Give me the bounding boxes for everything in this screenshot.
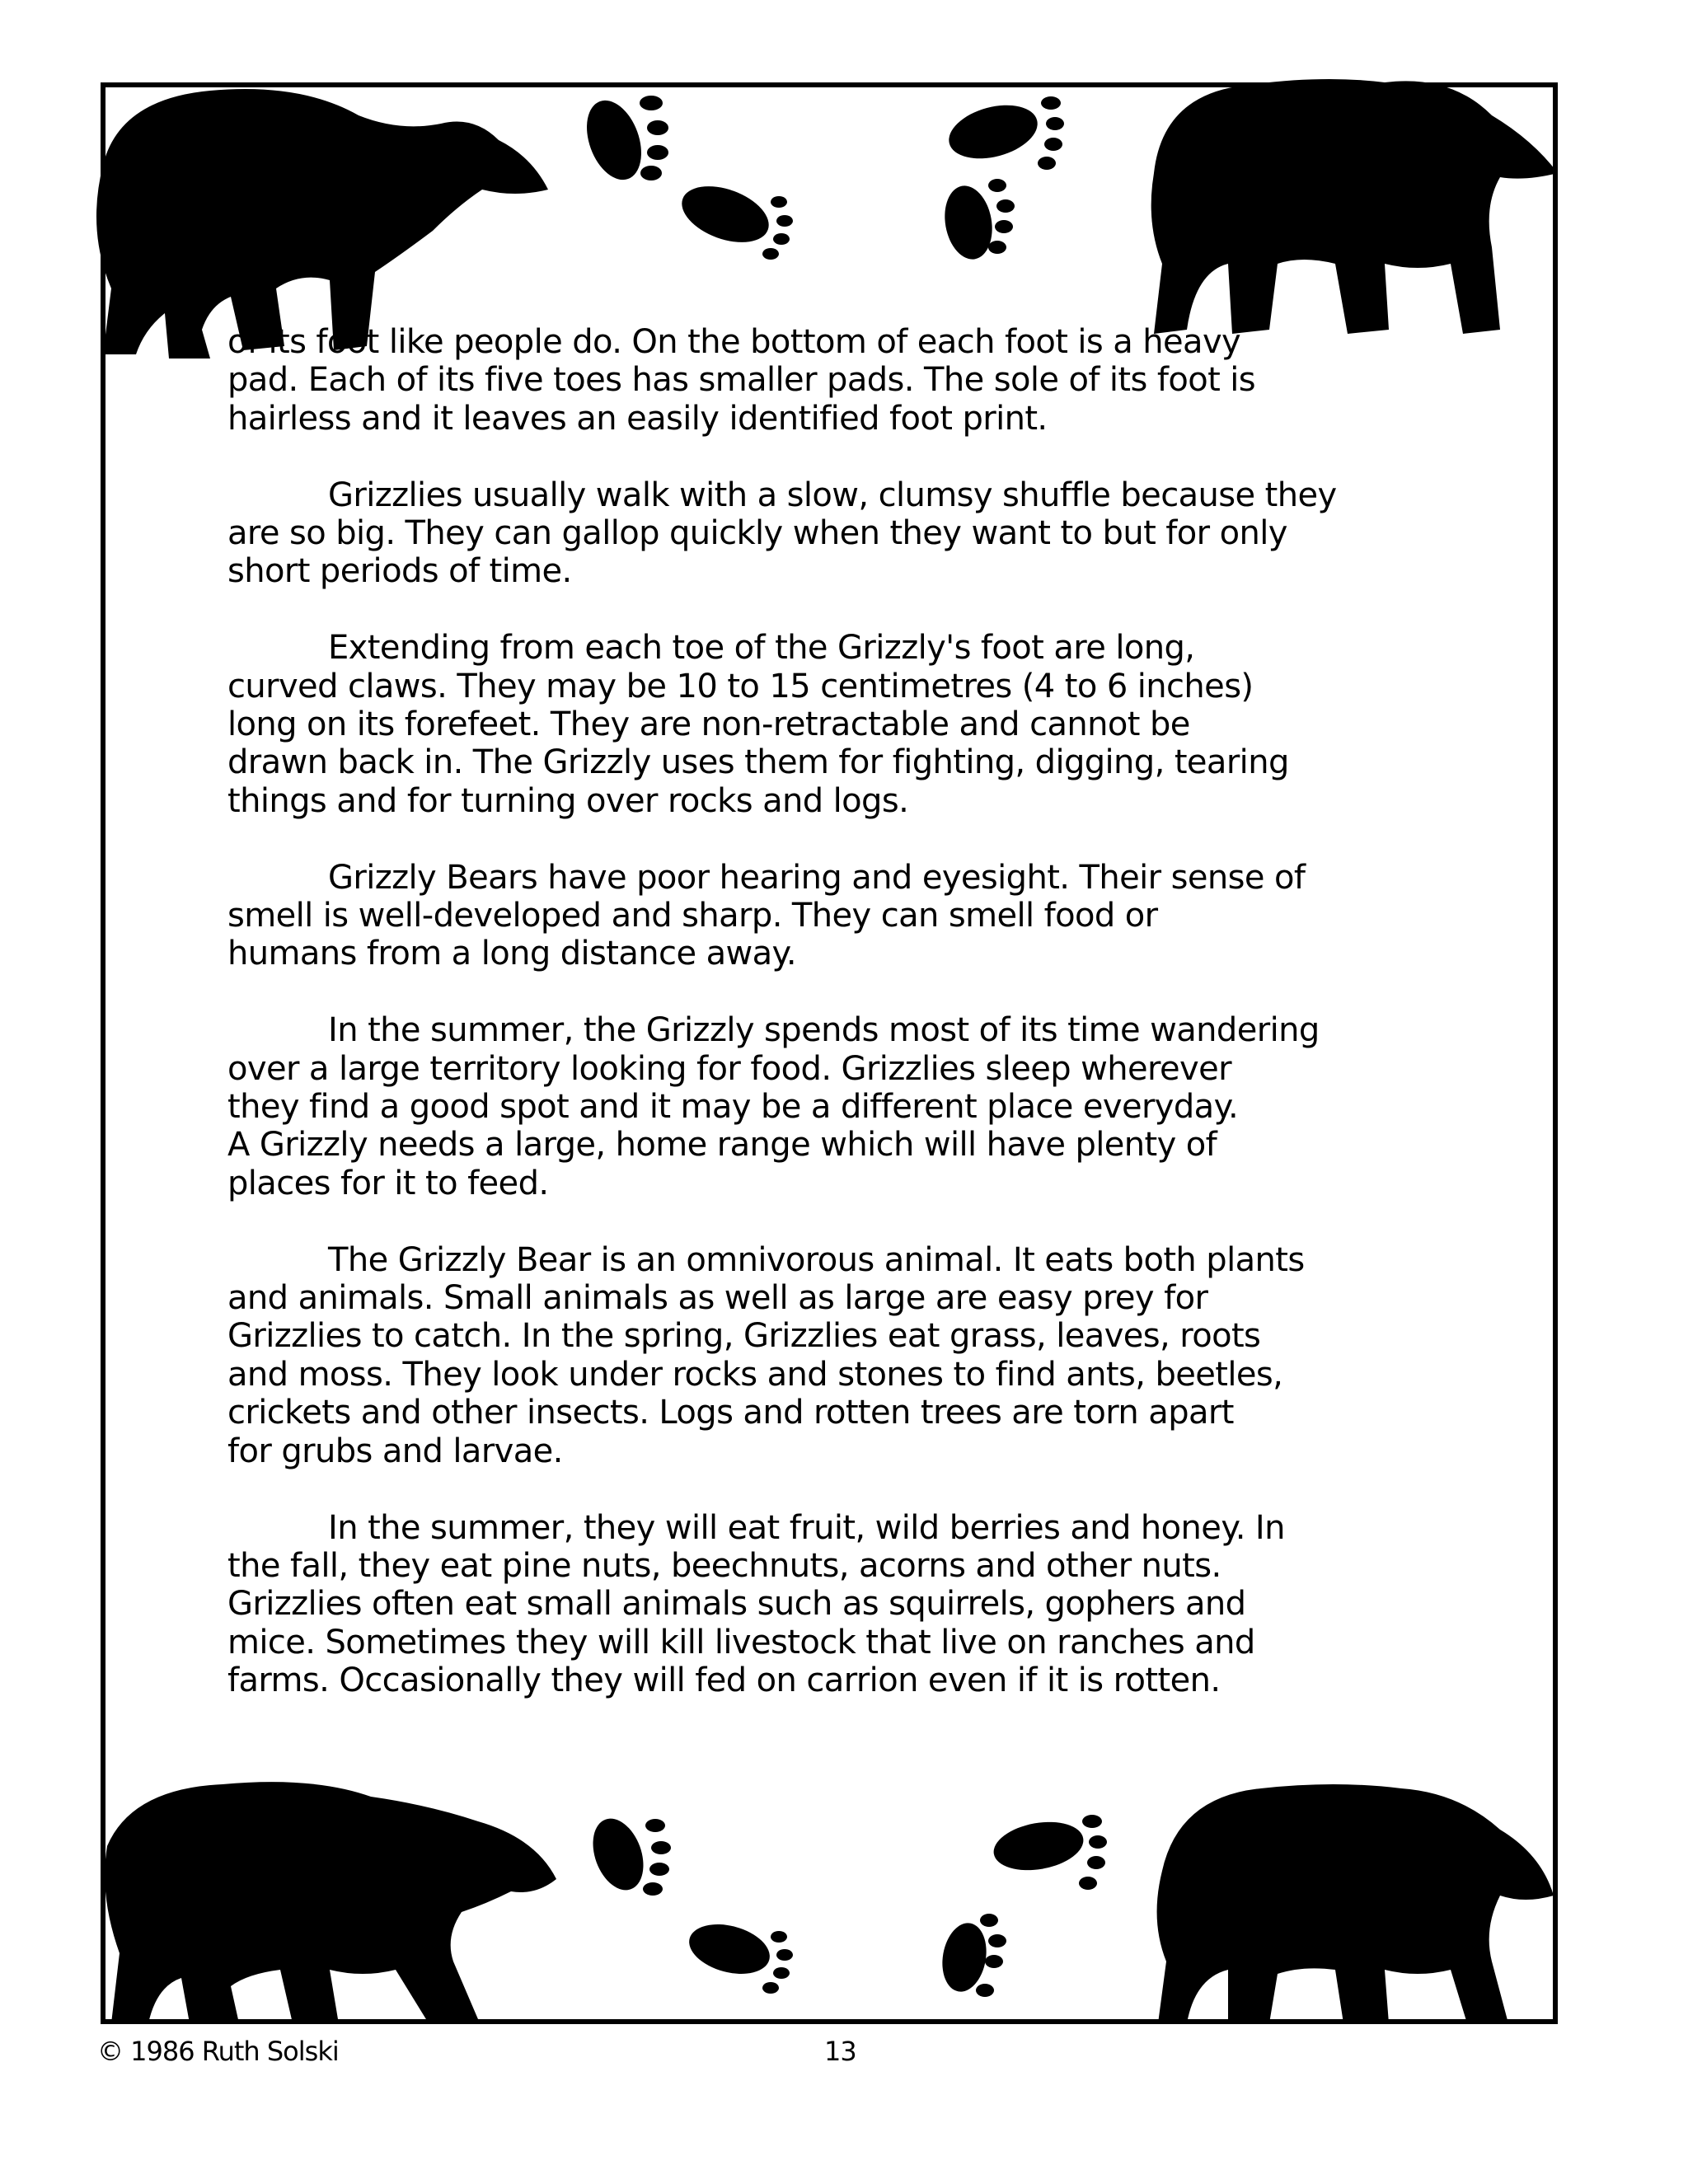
text-line: of its foot like people do. On the bottom of each foot is a heavy xyxy=(227,323,1241,361)
text-line: Extending from each toe of the Grizzly's foot are long, xyxy=(328,629,1195,668)
page-number: 13 xyxy=(824,2036,856,2067)
text-line: hairless and it leaves an easily identified foot print. xyxy=(227,399,1048,438)
text-line: and moss. They look under rocks and stones to find ants, beetles, xyxy=(227,1355,1283,1394)
text-line: smell is well-developed and sharp. They can smell food or xyxy=(227,897,1158,935)
text-line: crickets and other insects. Logs and rotten trees are torn apart xyxy=(227,1394,1234,1432)
text-line: over a large territory looking for food. Grizzlies sleep wherever xyxy=(227,1049,1231,1088)
paragraph xyxy=(227,1011,1480,1202)
paragraph xyxy=(227,1241,1480,1470)
paw-prints-bottom-icon xyxy=(577,1805,1137,2003)
text-line: things and for turning over rocks and logs. xyxy=(227,781,909,820)
text-line: drawn back in. The Grizzly uses them for fighting, digging, tearing xyxy=(227,743,1289,782)
text-line: for grubs and larvae. xyxy=(227,1432,563,1470)
paragraph xyxy=(227,476,1480,591)
text-line: pad. Each of its five toes has smaller pads. The sole of its foot is xyxy=(227,361,1256,400)
text-line: farms. Occasionally they will fed on carrion even if it is rotten. xyxy=(227,1661,1221,1700)
text-line: mice. Sometimes they will kill livestock that live on ranches and xyxy=(227,1623,1255,1661)
text-line: A Grizzly needs a large, home range which will have plenty of xyxy=(227,1126,1217,1165)
footer-copyright: © 1986 Ruth Solski xyxy=(97,2036,339,2067)
text-line: and animals. Small animals as well as large are easy prey for xyxy=(227,1279,1208,1318)
text-line: Grizzly Bears have poor hearing and eyesight. Their sense of xyxy=(328,858,1306,897)
text-line: they find a good spot and it may be a different place everyday. xyxy=(227,1088,1239,1127)
bear-top-left-icon xyxy=(87,66,548,363)
text-line: are so big. They can gallop quickly when they want to but for only xyxy=(227,514,1287,553)
paragraph xyxy=(227,859,1480,973)
text-line: short periods of time. xyxy=(227,552,572,591)
text-line: Grizzlies often eat small animals such as squirrels, gophers and xyxy=(227,1585,1246,1624)
text-line: humans from a long distance away. xyxy=(227,935,796,973)
paragraph xyxy=(227,1509,1480,1700)
bear-bottom-left-icon xyxy=(99,1772,560,2027)
text-line: curved claws. They may be 10 to 15 centimetres (4 to 6 inches) xyxy=(227,667,1254,705)
text-line: Grizzlies to catch. In the spring, Grizzlies eat grass, leaves, roots xyxy=(227,1317,1261,1356)
text-line: In the summer, the Grizzly spends most of its time wandering xyxy=(328,1011,1320,1050)
bear-top-right-icon xyxy=(1137,66,1566,346)
text-line: The Grizzly Bear is an omnivorous animal. It eats both plants xyxy=(328,1240,1305,1279)
paragraph xyxy=(227,629,1480,820)
body-text xyxy=(227,323,1480,1738)
text-line: Grizzlies usually walk with a slow, clumsy shuffle because they xyxy=(328,476,1337,514)
text-line: the fall, they eat pine nuts, beechnuts, acorns and other nuts. xyxy=(227,1546,1221,1585)
text-line: places for it to feed. xyxy=(227,1164,549,1202)
text-line: In the summer, they will eat fruit, wild berries and honey. In xyxy=(328,1508,1285,1547)
text-line: long on its forefeet. They are non-retractable and cannot be xyxy=(227,705,1190,744)
paw-prints-top-icon xyxy=(560,82,1137,280)
paragraph xyxy=(227,323,1480,438)
bear-bottom-right-icon xyxy=(1146,1772,1558,2027)
